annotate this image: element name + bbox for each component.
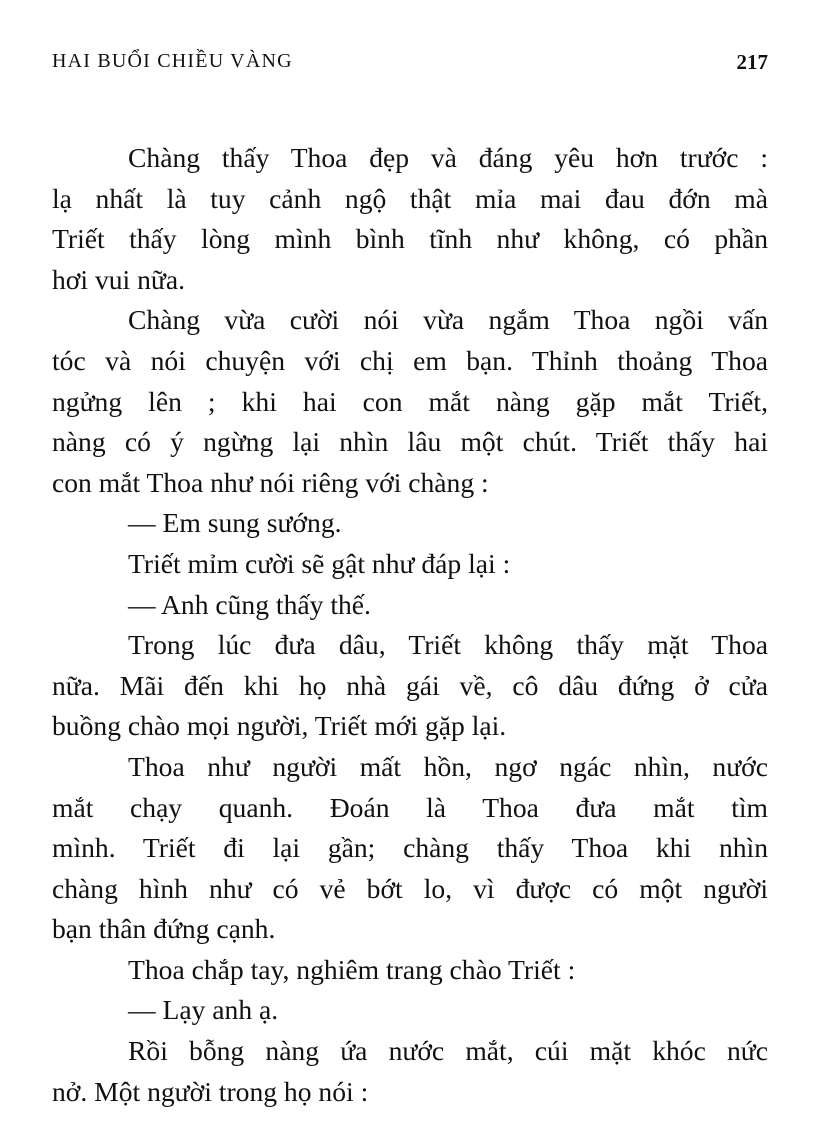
text-line: Trong lúc đưa dâu, Triết không thấy mặt Thoa <box>128 629 768 661</box>
text-line: Triết mỉm cười sẽ gật như đáp lại : <box>128 547 511 579</box>
chapter-title: HAI BUỔI CHIỀU VÀNG <box>52 50 293 72</box>
dialogue-line: — Em sung sướng. <box>128 507 342 539</box>
text-line: nữa. Mãi đến khi họ nhà gái về, cô dâu đứng ở cửa <box>52 669 768 701</box>
text-line: bạn thân đứng cạnh. <box>52 913 276 945</box>
text-line: hơi vui nữa. <box>52 263 186 295</box>
dialogue-line: — Anh cũng thấy thế. <box>128 588 371 620</box>
text-line: lạ nhất là tuy cảnh ngộ thật mỉa mai đau đớn mà <box>52 182 768 214</box>
text-line: Thoa chắp tay, nghiêm trang chào Triết : <box>128 953 576 985</box>
text-line: Triết thấy lòng mình bình tĩnh như không, có phần <box>52 223 768 255</box>
text-line: con mắt Thoa như nói riêng với chàng : <box>52 466 489 498</box>
text-line: mắt chạy quanh. Đoán là Thoa đưa mắt tìm <box>52 791 768 823</box>
text-line: nở. Một người trong họ nói : <box>52 1075 369 1107</box>
text-line: nàng có ý ngừng lại nhìn lâu một chút. Triết thấy hai <box>52 426 768 458</box>
running-header <box>52 50 768 80</box>
body-text <box>52 138 768 1112</box>
text-line: Chàng thấy Thoa đẹp và đáng yêu hơn trước : <box>128 142 768 173</box>
text-line: tóc và nói chuyện với chị em bạn. Thỉnh thoảng Thoa <box>52 344 768 376</box>
text-line: Chàng vừa cười nói vừa ngắm Thoa ngồi vấn <box>128 304 768 336</box>
text-line: Rồi bỗng nàng ứa nước mắt, cúi mặt khóc nức <box>128 1035 768 1067</box>
dialogue-line: — Lạy anh ạ. <box>128 994 279 1026</box>
text-line: mình. Triết đi lại gần; chàng thấy Thoa khi nhìn <box>52 832 768 864</box>
text-line: buồng chào mọi người, Triết mới gặp lại. <box>52 710 507 742</box>
text-line: Thoa như người mất hồn, ngơ ngác nhìn, nước <box>128 750 768 782</box>
text-line: ngửng lên ; khi hai con mắt nàng gặp mắt Triết, <box>52 385 768 417</box>
page-number: 217 <box>736 50 768 74</box>
text-line: chàng hình như có vẻ bớt lo, vì được có một người <box>52 872 768 904</box>
